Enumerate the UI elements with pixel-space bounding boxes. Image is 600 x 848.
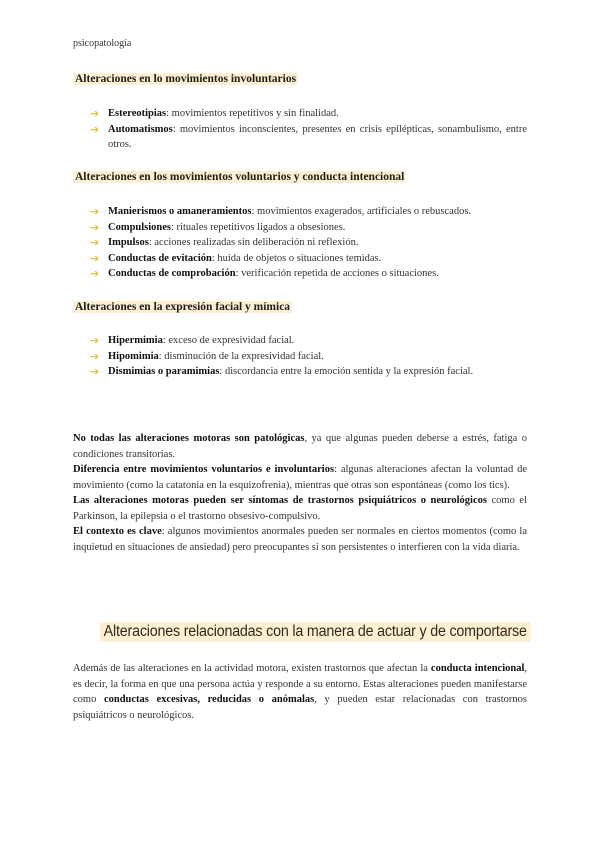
- note-paragraph: El contexto es clave: algunos movimientos anormales pueden ser normales en ciertos momentos (como la inquietud en situaciones de ansiedad) pero preocupantes si son persistentes o interfieren con la vida diaria.: [73, 526, 527, 553]
- arrow-right-icon: ➔: [90, 205, 100, 218]
- list-item: ➔ Manierismos o amaneramientos: movimientos exagerados, artificiales o rebuscados.: [90, 205, 472, 218]
- arrow-right-icon: ➔: [90, 334, 100, 347]
- list-item: ➔ Impulsos: acciones realizadas sin deliberación ni reflexión.: [90, 236, 359, 249]
- note-paragraph: Diferencia entre movimientos voluntarios e involuntarios: algunas alteraciones afectan la voluntad de movimiento (como la catatonia en la esquizofrenia), mientras que otras son espontáneas (como los tics).: [73, 464, 527, 491]
- section-title-involuntary: Alteraciones en lo movimientos involuntarios: [75, 73, 297, 85]
- list-involuntary: [90, 106, 527, 153]
- arrow-right-icon: ➔: [90, 107, 100, 120]
- list-item: ➔ Automatismos: movimientos inconscientes, presentes en crisis epilépticas, sonambulismo, entre otros.: [90, 122, 527, 150]
- arrow-right-icon: ➔: [90, 267, 100, 280]
- arrow-right-icon: ➔: [90, 349, 100, 363]
- notes-block: [73, 431, 527, 555]
- list-item: ➔ Conductas de evitación: huida de objetos o situaciones temidas.: [90, 251, 382, 265]
- arrow-right-icon: ➔: [90, 251, 100, 265]
- list-item: ➔ Estereotipias: movimientos repetitivos y sin finalidad.: [90, 107, 339, 120]
- main-heading: Alteraciones relacionadas con la manera de actuar y de comportarse: [100, 622, 530, 642]
- list-voluntary: [90, 204, 527, 282]
- arrow-right-icon: ➔: [90, 220, 100, 234]
- section-title-voluntary: Alteraciones en los movimientos voluntarios y conducta intencional: [75, 171, 405, 183]
- list-item: ➔ Conductas de comprobación: verificación repetida de acciones o situaciones.: [90, 267, 439, 280]
- document-header: psicopatología: [73, 38, 132, 49]
- list-item: ➔ Hipermimia: exceso de expresividad facial.: [90, 334, 295, 347]
- arrow-right-icon: ➔: [90, 365, 100, 378]
- note-paragraph: No todas las alteraciones motoras son patológicas, ya que algunas pueden deberse a estrés, fatiga o condiciones transitorias.: [73, 433, 528, 460]
- arrow-right-icon: ➔: [90, 236, 100, 249]
- section-title-facial: Alteraciones en la expresión facial y mímica: [75, 301, 291, 313]
- arrow-right-icon: ➔: [90, 122, 100, 136]
- list-facial: [90, 333, 527, 380]
- list-item: ➔ Dismimias o paramimias: discordancia entre la emoción sentida y la expresión facial.: [90, 365, 474, 378]
- list-item: ➔ Compulsiones: rituales repetitivos ligados a obsesiones.: [90, 220, 346, 234]
- note-paragraph: Las alteraciones motoras pueden ser síntomas de trastornos psiquiátricos o neurológicos como el Parkinson, la epilepsia o el trastorno obsesivo-compulsivo.: [73, 495, 527, 522]
- list-item: ➔ Hipomimia: disminución de la expresividad facial.: [90, 349, 324, 363]
- final-paragraph: Además de las alteraciones en la actividad motora, existen trastornos que afectan la conducta intencional, es decir, la forma en que una persona actúa y responde a su entorno. Estas alteraciones pueden manifestarse como conductas excesivas, reducidas o anómalas, y pueden estar relacionadas con trastornos psiquiátricos o neurológicos.: [73, 663, 527, 721]
